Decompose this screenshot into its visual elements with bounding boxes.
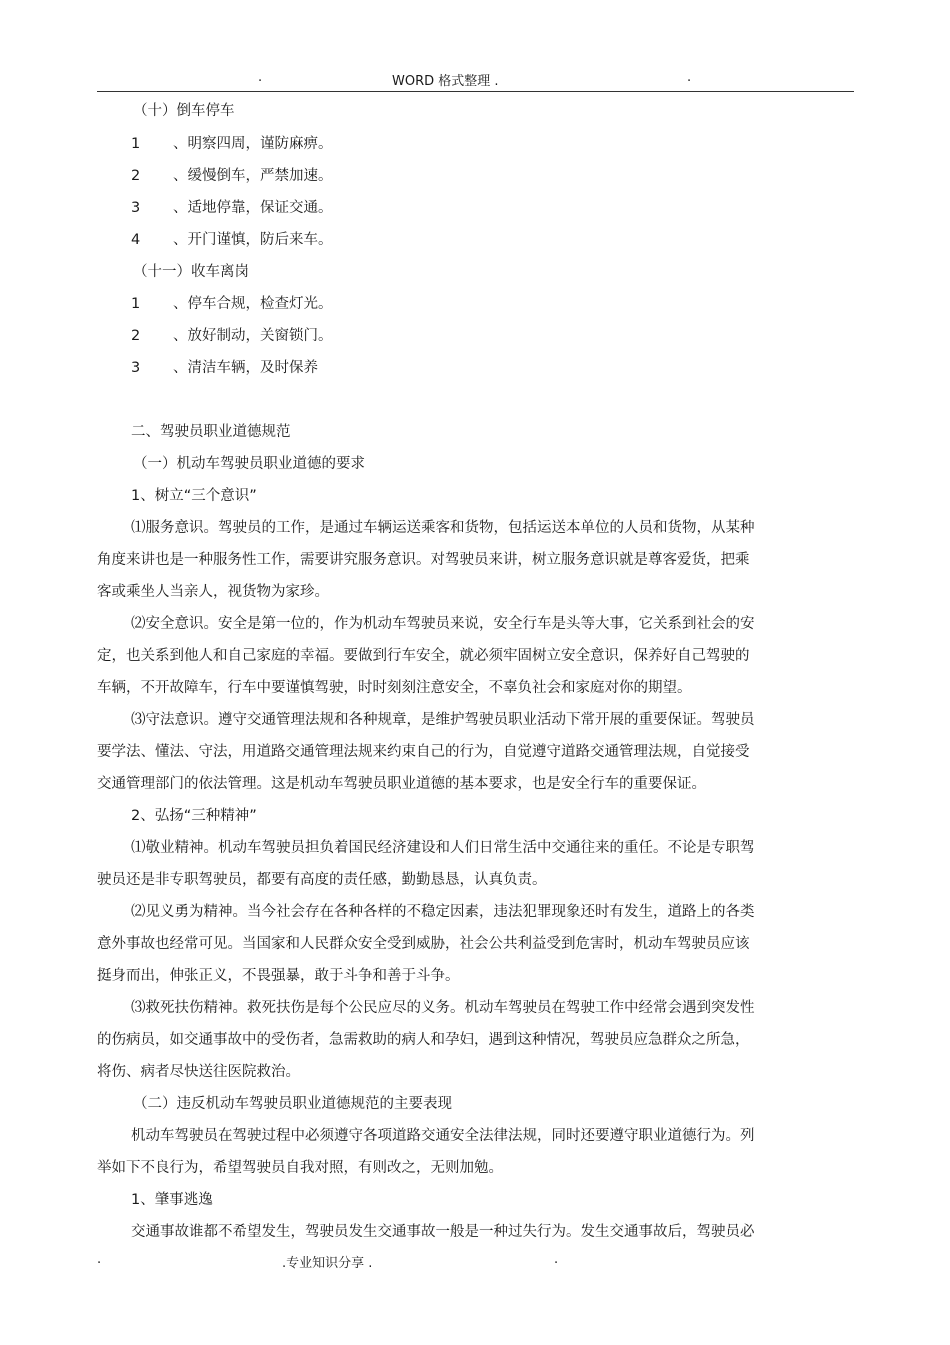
list1-item-text: 、明察四周，谨防麻痹。 [173, 136, 333, 152]
list1-item-text: 、缓慢倒车，严禁加速。 [173, 168, 333, 184]
subsection-heading: （二）违反机动车驾驶员职业道德规范的主要表现 [133, 1096, 452, 1112]
list1-item-text: 、适地停靠，保证交通。 [173, 200, 333, 216]
paragraph-line: ⑵见义勇为精神。当今社会存在各种各样的不稳定因素，违法犯罪现象还时有发生，道路上的各类 [131, 904, 755, 920]
footer-dot-left: . [97, 1252, 102, 1267]
item-heading: 2、弘扬“三种精神” [131, 808, 257, 824]
paragraph-line: 举如下不良行为，希望驾驶员自我对照，有则改之，无则加勉。 [97, 1160, 503, 1176]
paragraph-line: 定，也关系到他人和自己家庭的幸福。要做到行车安全，就必须牢固树立安全意识，保养好自己驾驶的 [97, 648, 750, 664]
list2-item-number: 3 [131, 360, 141, 376]
header-dot-left: . [258, 70, 263, 85]
list1-item-number: 4 [131, 232, 141, 248]
header-rule [97, 91, 854, 92]
paragraph-line: ⑴服务意识。驾驶员的工作，是通过车辆运送乘客和货物，包括运送本单位的人员和货物，从某种 [131, 520, 755, 536]
list1-item-number: 1 [131, 136, 141, 152]
subsection-heading: （一）机动车驾驶员职业道德的要求 [133, 456, 365, 472]
footer-text: .专业知识分享 . [282, 1256, 373, 1271]
list2-item-text: 、停车合规，检查灯光。 [173, 296, 333, 312]
list2-item-text: 、放好制动，关窗锁门。 [173, 328, 333, 344]
page-header [0, 70, 950, 90]
paragraph-line: 角度来讲也是一种服务性工作，需要讲究服务意识。对驾驶员来讲，树立服务意识就是尊客爱货，把乘 [97, 552, 750, 568]
paragraph-line: 机动车驾驶员在驾驶过程中必须遵守各项道路交通安全法律法规，同时还要遵守职业道德行为。列 [131, 1128, 755, 1144]
list1-item-text: 、开门谨慎，防后来车。 [173, 232, 333, 248]
paragraph-line: 交通管理部门的依法管理。这是机动车驾驶员职业道德的基本要求，也是安全行车的重要保证。 [97, 776, 706, 792]
paragraph-line: ⑵安全意识。安全是第一位的，作为机动车驾驶员来说，安全行车是头等大事，它关系到社会的安 [131, 616, 755, 632]
header-title: WORD 格式整理 . [392, 74, 499, 89]
list2-item-number: 1 [131, 296, 141, 312]
paragraph-line: 的伤病员，如交通事故中的受伤者，急需救助的病人和孕妇，遇到这种情况，驾驶员应急群众之所急， [97, 1032, 750, 1048]
list1-heading: （十）倒车停车 [133, 103, 235, 119]
list2-heading: （十一）收车离岗 [133, 264, 249, 280]
item-heading: 1、树立“三个意识” [131, 488, 257, 504]
list1-item-number: 2 [131, 168, 141, 184]
paragraph-line: 要学法、懂法、守法，用道路交通管理法规来约束自己的行为，自觉遵守道路交通管理法规，自觉接受 [97, 744, 750, 760]
paragraph-line: ⑶救死扶伤精神。救死扶伤是每个公民应尽的义务。机动车驾驶员在驾驶工作中经常会遇到突发性 [131, 1000, 755, 1016]
paragraph-line: 挺身而出，伸张正义，不畏强暴，敢于斗争和善于斗争。 [97, 968, 460, 984]
header-dot-right: . [687, 70, 692, 85]
paragraph-line: 车辆，不开故障车，行车中要谨慎驾驶，时时刻刻注意安全，不辜负社会和家庭对你的期望。 [97, 680, 692, 696]
paragraph-line: 交通事故谁都不希望发生，驾驶员发生交通事故一般是一种过失行为。发生交通事故后，驾驶员必 [131, 1224, 755, 1240]
list2-item-number: 2 [131, 328, 141, 344]
paragraph-line: 将伤、病者尽快送往医院救治。 [97, 1064, 300, 1080]
paragraph-line: ⑴敬业精神。机动车驾驶员担负着国民经济建设和人们日常生活中交通往来的重任。不论是专职驾 [131, 840, 755, 856]
paragraph-line: ⑶守法意识。遵守交通管理法规和各种规章，是维护驾驶员职业活动下常开展的重要保证。驾驶员 [131, 712, 755, 728]
paragraph-line: 客或乘坐人当亲人，视货物为家珍。 [97, 584, 329, 600]
list2-item-text: 、清洁车辆，及时保养 [173, 360, 318, 376]
paragraph-line: 驶员还是非专职驾驶员，都要有高度的责任感，勤勤恳恳，认真负责。 [97, 872, 547, 888]
list1-item-number: 3 [131, 200, 141, 216]
item-heading: 1、肇事逃逸 [131, 1192, 213, 1208]
footer-dot-right: . [554, 1252, 559, 1267]
paragraph-line: 意外事故也经常可见。当国家和人民群众安全受到威胁，社会公共利益受到危害时，机动车驾驶员应该 [97, 936, 750, 952]
section-heading: 二、驾驶员职业道德规范 [131, 424, 291, 440]
